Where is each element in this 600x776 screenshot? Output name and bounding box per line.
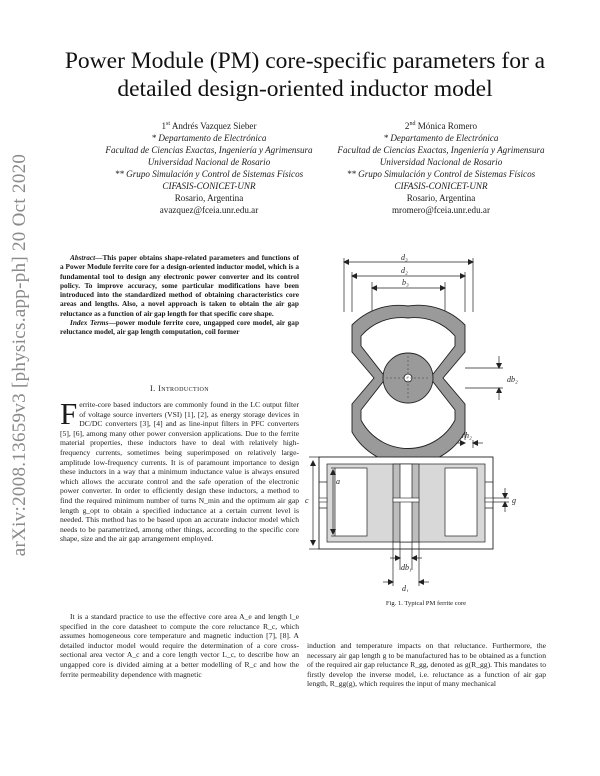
label-d2: d₂ xyxy=(401,266,408,275)
arxiv-identifier[interactable]: arXiv:2008.13659v3 [physics.app-ph] 20 Oct 2020 xyxy=(9,153,30,557)
arxiv-sidebar xyxy=(6,140,34,570)
author-block-2 xyxy=(326,118,556,216)
pm-core-figure xyxy=(305,252,547,592)
author-group: ** Grupo Simulación y Control de Sistemas Físicos xyxy=(346,169,536,180)
gap-dimension xyxy=(493,488,509,512)
section-numeral: I. xyxy=(150,384,159,393)
author-city: Rosario, Argentina xyxy=(406,193,476,204)
author-department: * Departamento de Electrónica xyxy=(151,133,267,144)
abstract-lead: Abstract xyxy=(70,253,96,262)
author-name-line xyxy=(94,118,324,132)
intro-paragraph-1 xyxy=(60,396,299,544)
author-faculty: Facultad de Ciencias Exactas, Ingeniería y Agrimensura xyxy=(337,145,545,156)
abstract-block xyxy=(60,253,299,337)
figure-caption: Fig. 1. Typical PM ferrite core xyxy=(385,600,467,607)
author-city: Rosario, Argentina xyxy=(174,193,244,204)
author-name: Andrés Vazquez Sieber xyxy=(170,121,257,132)
author-ordinal: 1 xyxy=(161,121,167,132)
drop-cap: F xyxy=(60,396,78,431)
author-institute: CIFASIS-CONICET-UNR xyxy=(162,181,256,192)
author-department: * Departamento de Electrónica xyxy=(383,133,499,144)
label-d1: d₁ xyxy=(402,584,409,592)
author-faculty: Facultad de Ciencias Exactas, Ingeniería y Agrimensura xyxy=(105,145,313,156)
core-top-view xyxy=(352,305,465,465)
label-c: c xyxy=(305,496,309,505)
intro-text-1: errite-core based inductors are commonly found in the LC output filter of voltage source inverters (VSI) [1], [2], as energy storage devices in DC/DC converters [3], [4] and as line-input filters in PFC converters [5], [6], among many other power conversion applications. Due to the ferrite material properties, these inductors have to deal with relatively high-frequency currents, sometimes being superimposed on relatively large-amplitude low-frequency currents. It is of paramount importance to design these inductors in a way that a minimum inductance value is always ensured which allows the accurate control and the safe operation of the electronic power converter. In order to efficiently design these inductors, a method to find the required minimum number of turns N_min and the optimum air gap length g_opt to obtain a specified inductance at a certain current level is needed. This method has to be based upon an accurate inductor model which needs to be parametrized, among other things, according to the specific core shape, size and the air gap arrangement employed. xyxy=(60,400,299,544)
label-a: a xyxy=(336,477,340,486)
author-group: ** Grupo Simulación y Control de Sistemas Físicos xyxy=(114,169,304,180)
label-b3: b₃ xyxy=(402,278,409,287)
right-column-paragraph: induction and temperature impacts on that reluctance. Furthermore, the necessary air gap length g to be manufactured has to be obtained as a function of the required air gap reluctance R_gg, denoted as g(R_gg). This mandates to firstly develop the inverse model, i.e. reluctance as a function of air gap length, R_gg(g), which requires the input of many mechanical xyxy=(307,641,546,689)
author-email[interactable]: avazquez@fceia.unr.edu.ar xyxy=(159,205,259,216)
author-email[interactable]: mromero@fceia.unr.edu.ar xyxy=(391,205,490,216)
index-terms-paragraph xyxy=(60,318,299,337)
author-ordinal: 2 xyxy=(404,121,410,132)
abstract-text: —This paper obtains shape-related parameters and functions of a Power Module ferrite core for a design-oriented inductor model, which is a fundamental tool to design any electronic power converter and its control policy. To improve accuracy, some particular modifications have been introduced into the standardized method of obtaining characteristics core areas and lengths. Also, a novel approach is taken to obtain the air gap reluctance as a function of air gap length for that specific core shape. xyxy=(60,253,299,318)
label-d3: d₃ xyxy=(401,253,408,262)
author-ordinal-suffix: nd xyxy=(409,121,416,127)
label-db2: db₂ xyxy=(507,375,518,384)
section-heading xyxy=(60,384,299,393)
author-university: Universidad Nacional de Rosario xyxy=(379,157,503,168)
author-institute: CIFASIS-CONICET-UNR xyxy=(394,181,488,192)
intro-paragraph-2: It is a standard practice to use the effective core area A_e and length l_e specified in the core datasheet to compute the core reluctance R_c, which assumes homogeneous core temperature and magnetic induction [7], [8]. A detailed inductor model would require the determination of a core cross-sectional area vector A_c and a core length vector L_c, to describe how an ungapped core is divided aiming at a better modelling of R_c and how the ferrite permeability dependence with magnetic xyxy=(60,612,299,679)
core-side-view xyxy=(319,457,493,549)
label-db1: db₁ xyxy=(401,563,412,572)
title-line-2: detailed design-oriented inductor model xyxy=(117,76,493,102)
pm-core-drawing xyxy=(305,252,547,592)
author-ordinal-suffix: st xyxy=(166,121,171,127)
paper-title xyxy=(40,47,570,103)
author-university: Universidad Nacional de Rosario xyxy=(147,157,271,168)
author-name-line xyxy=(326,118,556,132)
db2-dimension xyxy=(465,356,503,400)
label-g: g xyxy=(512,496,516,505)
label-rh2: rh₂ xyxy=(462,431,472,440)
section-title: Introduction xyxy=(158,384,209,393)
abstract-paragraph xyxy=(60,253,299,318)
author-name: Mónica Romero xyxy=(415,121,478,132)
title-line-1: Power Module (PM) core-specific parameters for a xyxy=(64,48,546,74)
index-terms-text: —power module ferrite core, ungapped core model, air gap reluctance model, air gap length computation, coil former xyxy=(60,318,300,337)
author-block-1 xyxy=(94,118,324,216)
index-terms-lead: Index Terms xyxy=(70,318,109,328)
